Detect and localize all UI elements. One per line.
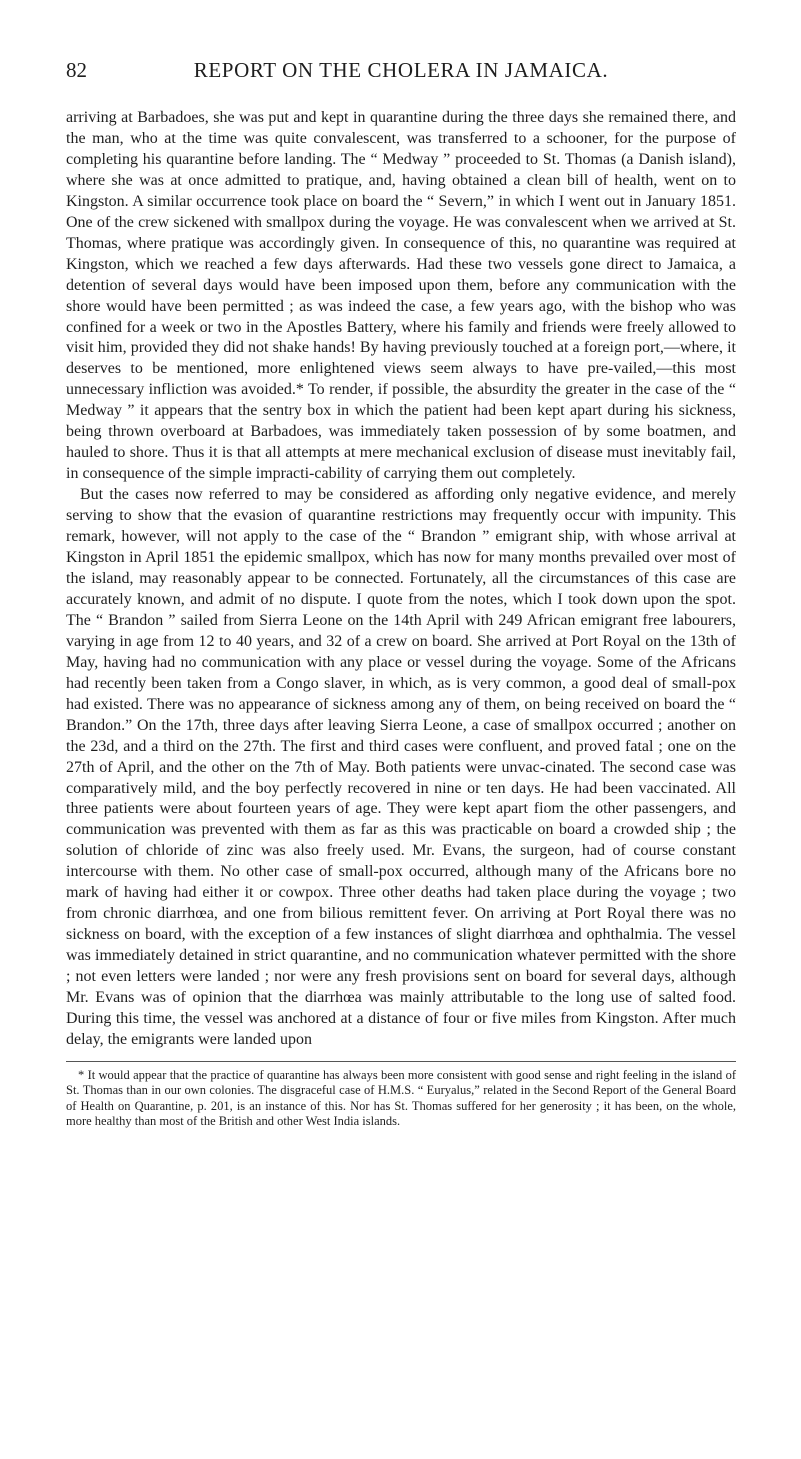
page-number: 82 [66,58,87,82]
page-header [66,58,736,108]
body-text [66,108,736,1051]
running-head: REPORT ON THE CHOLERA IN JAMAICA. [193,58,609,82]
footnote: * It would appear that the practice of quarantine has always been more consistent with good sense and right feeling in the island of St. Thomas than in our own colonies. The disgraceful case of H.M.S. “ Euryalus,” related in the Second Report of the General Board of Health on Quarantine, p. 201, is an instance of this. Nor has St. Thomas suffered for her generosity ; it has been, on the whole, more healthy than most of the British and other West India islands. [66,1067,736,1129]
paragraph: But the cases now referred to may be considered as affording only negative evidence, and merely serving to show that the evasion of quarantine restrictions may frequently occur with impunity. This remark, however, will not apply to the case of the “ Brandon ” emigrant ship, with whose arrival at Kingston in April 1851 the epidemic smallpox, which has now for many months prevailed over most of the island, may reasonably appear to be connected. Fortunately, all the circumstances of this case are accurately known, and admit of no dispute. I quote from the notes, which I took down upon the spot. The “ Brandon ” sailed from Sierra Leone on the 14th April with 249 African emigrant free labourers, varying in age from 12 to 40 years, and 32 of a crew on board. She arrived at Port Royal on the 13th of May, having had no communication with any place or vessel during the voyage. Some of the Africans had recently been taken from a Congo slaver, in which, as is very common, a good deal of small-pox had existed. There was no appearance of sickness among any of them, on being received on board the “ Brandon.” On the 17th, three days after leaving Sierra Leone, a case of smallpox occurred ; another on the 23d, and a third on the 27th. The first and third cases were confluent, and proved fatal ; one on the 27th of April, and the other on the 7th of May. Both patients were unvac-cinated. The second case was comparatively mild, and the boy perfectly recovered in nine or ten days. He had been vaccinated. All three patients were about fourteen years of age. They were kept apart fiom the other passengers, and communication was prevented with them as far as this was practicable on board a crowded ship ; the solution of chloride of zinc was also freely used. Mr. Evans, the surgeon, had of course constant intercourse with them. No other case of small-pox occurred, although many of the Africans bore no mark of having had either it or cowpox. Three other deaths had taken place during the voyage ; two from chronic diarrhœa, and one from bilious remittent fever. On arriving at Port Royal there was no sickness on board, with the exception of a few instances of slight diarrhœa and ophthalmia. The vessel was immediately detained in strict quarantine, and no communication whatever permitted with the shore ; not even letters were landed ; nor were any fresh provisions sent on board for several days, although Mr. Evans was of opinion that the diarrhœa was mainly attributable to the long use of salted food. During this time, the vessel was anchored at a distance of four or five miles from Kingston. After much delay, the emigrants were landed upon [66,486,736,1048]
document-page [66,0,736,1130]
footnote-divider [66,1061,736,1062]
paragraph: arriving at Barbadoes, she was put and kept in quarantine during the three days she remained there, and the man, who at the time was quite convalescent, was transferred to a schooner, for the purpose of completing his quarantine before landing. The “ Medway ” proceeded to St. Thomas (a Danish island), where she was at once admitted to pratique, and, having obtained a clean bill of health, went on to Kingston. A similar occurrence took place on board the “ Severn,” in which I went out in January 1851. One of the crew sickened with smallpox during the voyage. He was convalescent when we arrived at St. Thomas, where pratique was accordingly given. In consequence of this, no quarantine was required at Kingston, which we reached a few days afterwards. Had these two vessels gone direct to Jamaica, a detention of several days would have been imposed upon them, before any communication with the shore would have been permitted ; as was indeed the case, a few years ago, with the bishop who was confined for a week or two in the Apostles Battery, where his family and friends were freely allowed to visit him, provided they did not shake hands! By having previously touched at a foreign port,—where, it deserves to be mentioned, more enlightened views seem always to have pre-vailed,—this most unnecessary infliction was avoided.* To render, if possible, the absurdity the greater in the case of the “ Medway ” it appears that the sentry box in which the patient had been kept apart during his sickness, being thrown overboard at Barbadoes, was immediately taken possession of by some boatmen, and hauled to shore. Thus it is that all attempts at mere mechanical exclusion of disease must inevitably fail, in consequence of the simple impracti-cability of carrying them out completely. [66,109,736,483]
